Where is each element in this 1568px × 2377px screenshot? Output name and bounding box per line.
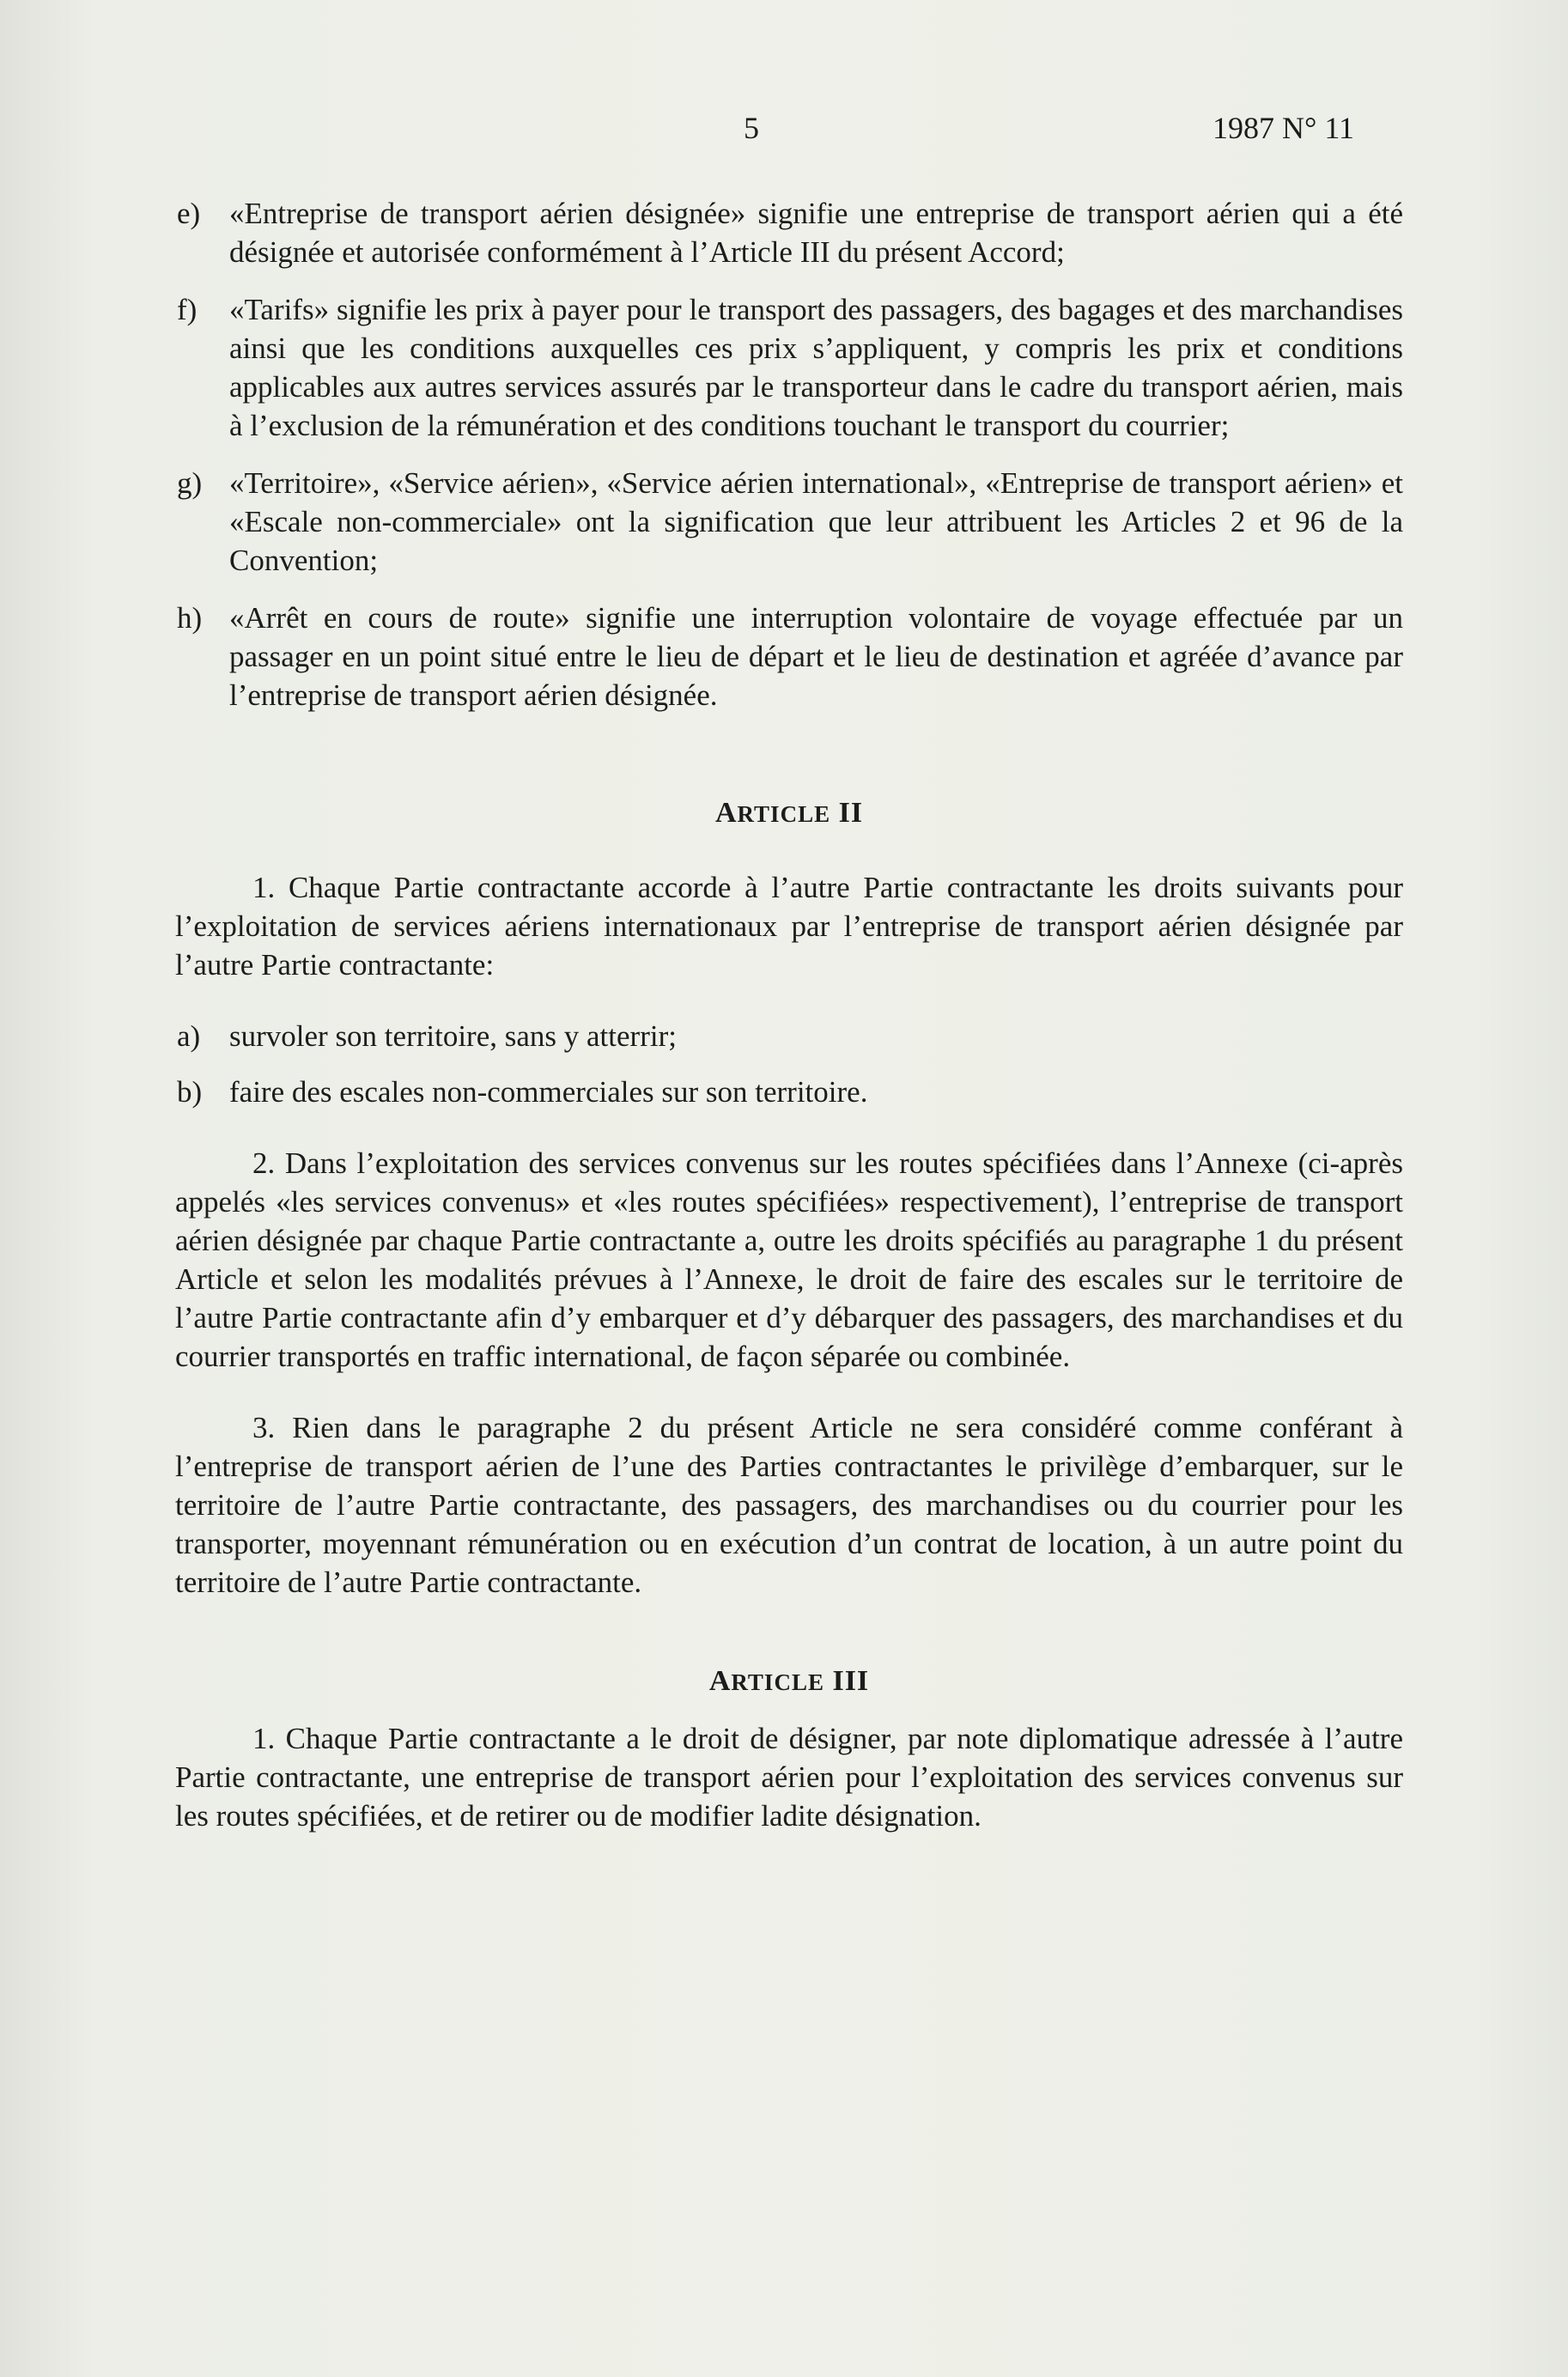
- rights-item-a: [175, 1017, 1403, 1055]
- definition-marker: h): [177, 601, 203, 635]
- definition-text: «Territoire», «Service aérien», «Service aérien international», «Entreprise de transport aérien» et «Escale non-commerciale» ont la signification que leur attribuent les Articles 2 et 96 de la Convention;: [229, 466, 1403, 577]
- rights-item-b: [175, 1073, 1403, 1111]
- definition-marker: e): [177, 197, 201, 230]
- document-body: [175, 194, 1403, 1868]
- article-3-heading-number: III: [832, 1665, 870, 1697]
- article-2-heading-word: RTICLE: [737, 801, 831, 827]
- rights-text: faire des escales non-commerciales sur son territoire.: [229, 1075, 868, 1109]
- rights-marker: a): [177, 1019, 201, 1053]
- article-2-paragraph-2: 2. Dans l’exploitation des services convenus sur les routes spécifiées dans l’Annexe (ci-après appelés «les services convenus» et «les routes spécifiées» respectivement), l’entreprise de transport aérien désignée par chaque Partie contractante a, outre les droits spécifiés au paragraphe 1 du présent Article et selon les modalités prévues à l’Annexe, le droit de faire des escales sur le territoire de l’autre Partie contractante afin d’y embarquer et d’y débarquer des passagers, des marchandises et du courrier transportés en traffic international, de façon séparée ou combinée.: [175, 1146, 1403, 1373]
- rights-text: survoler son territoire, sans y atterrir;: [229, 1019, 677, 1053]
- article-2-paragraph-3: 3. Rien dans le paragraphe 2 du présent Article ne sera considéré comme conférant à l’entreprise de transport aérien de l’une des Parties contractantes le privilège d’embarquer, sur le territoire de l’autre Partie contractante, des passagers, des marchandises ou du courrier pour les transporter, moyennant rémunération ou en exécution d’un contrat de location, à un autre point du territoire de l’autre Partie contractante.: [175, 1411, 1403, 1599]
- article-2-rights-list: [175, 1017, 1403, 1111]
- article-3-paragraph-1: 1. Chaque Partie contractante a le droit de désigner, par note diplomatique adressée à l’autre Partie contractante, une entreprise de transport aérien pour l’exploitation des services convenus sur les routes spécifiées, et de retirer ou de modifier ladite désignation.: [175, 1722, 1403, 1833]
- article-2-heading-number: II: [838, 797, 864, 829]
- document-reference: 1987 N° 11: [1212, 111, 1355, 145]
- article-2-paragraph-1: 1. Chaque Partie contractante accorde à l’autre Partie contractante les droits suivants pour l’exploitation de services aériens internationaux par l’entreprise de transport aérien désignée par l’autre Partie contractante:: [175, 871, 1403, 982]
- definition-marker: f): [177, 293, 198, 326]
- rights-marker: b): [177, 1075, 203, 1109]
- definition-item-h: [175, 599, 1403, 714]
- definition-marker: g): [177, 466, 203, 500]
- article-3-heading-initial: A: [708, 1665, 732, 1697]
- definitions-list: [175, 194, 1403, 714]
- page-number: 5: [744, 111, 759, 145]
- definition-item-e: [175, 194, 1403, 271]
- article-3-heading-word: RTICLE: [731, 1669, 824, 1695]
- article-2-heading-initial: A: [714, 797, 738, 829]
- definition-text: «Entreprise de transport aérien désignée» signifie une entreprise de transport aérien qui a été désignée et autorisée conformément à l’Article III du présent Accord;: [229, 197, 1403, 269]
- article-3-heading: [175, 1662, 1403, 1702]
- running-header: [0, 101, 1568, 153]
- article-2-heading: [175, 793, 1403, 834]
- definition-item-g: [175, 464, 1403, 580]
- definition-text: «Arrêt en cours de route» signifie une interruption volontaire de voyage effectuée par un passager en un point situé entre le lieu de départ et le lieu de destination et agréée d’avance par l’entreprise de transport aérien désignée.: [229, 601, 1403, 712]
- definition-item-f: [175, 290, 1403, 445]
- definition-text: «Tarifs» signifie les prix à payer pour le transport des passagers, des bagages et des marchandises ainsi que les conditions auxquelles ces prix s’appliquent, y compris les prix et conditions applicables aux autres services assurés par le transporteur dans le cadre du transport aérien, mais à l’exclusion de la rémunération et des conditions touchant le transport du courrier;: [229, 293, 1403, 442]
